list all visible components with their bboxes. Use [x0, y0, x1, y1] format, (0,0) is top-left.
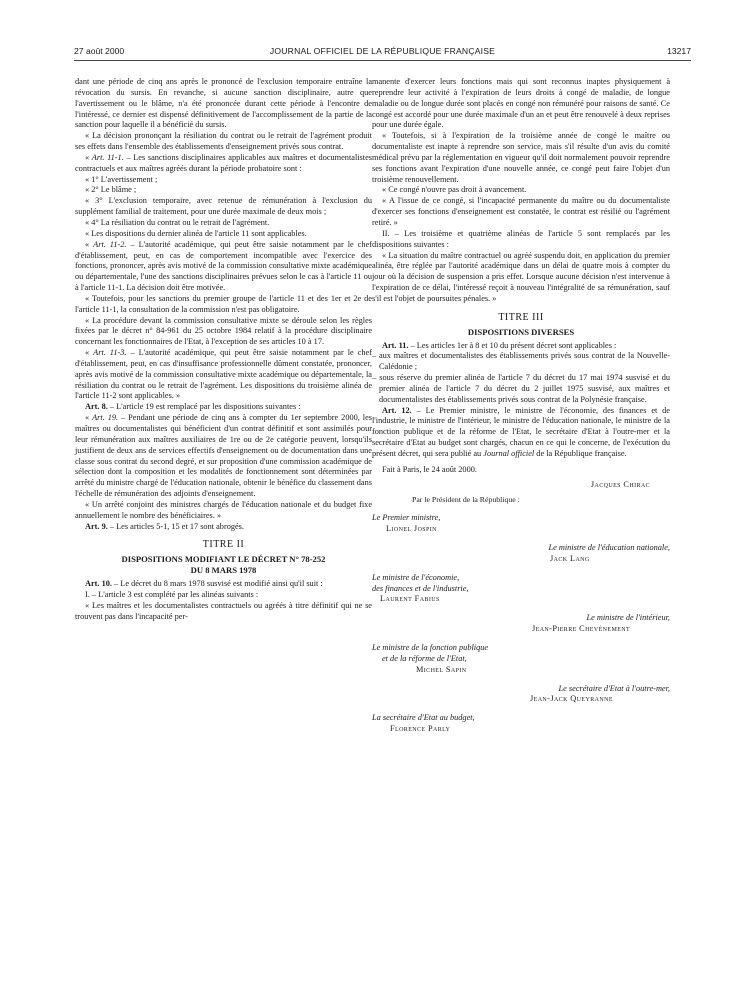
article-paragraph: « Art. 11-3. – L'autorité académique, qui peut être saisie notamment par le chef d'établissement, peut, en cas d'insuffisance professionnelle dûment constatée, prononcer, après avis motivé de la commission consultative mixte académique ou départementale, la résiliation du contrat ou le retrait de l'agrément. Les dispositions du troisième alinéa de l'article 11-2 sont applicables. » [75, 348, 372, 401]
article-ref: Art. 10. [85, 579, 112, 589]
paragraph: « La procédure devant la commission consultative mixte se déroule selon les règles fixées par le décret n° 84-961 du 25 octobre 1984 relatif à la procédure disciplinaire concernant les fonctionnaires de l'Etat, à l'exception de ses articles 10 à 17. [75, 315, 372, 347]
article-paragraph: Art. 10. – Le décret du 8 mars 1978 susvisé est modifié ainsi qu'il suit : [85, 579, 323, 589]
list-item: « 3° L'exclusion temporaire, avec retenue de rémunération à l'exclusion du supplément familial de traitement, pour une durée maximale de deux mois ; [75, 196, 372, 217]
signature-name: Laurent Fabius [380, 594, 440, 604]
signature-title: Le Premier ministre, [372, 513, 441, 523]
paragraph: « A l'issue de ce congé, si l'incapacité permanente du maître ou du documentaliste d'exercer ses fonctions d'enseignement est constatée, le contrat est résilié ou l'agrément retiré. » [372, 196, 670, 227]
paragraph: « Les maîtres et les documentalistes contractuels ou agréés à titre définitif qui ne se trouvent pas dans l'incapacité per- [75, 600, 372, 621]
page-header [74, 44, 691, 61]
list-item: – sous réserve du premier alinéa de l'article 7 du décret du 17 mai 1974 susvisé et du premier alinéa de l'article 7 du décret du 2 juillet 1975 susvisé, aux maîtres et documentalistes des établissements privés sous contrat de la Polynésie française. [372, 373, 670, 404]
article-ref: Art. 12. [382, 405, 412, 415]
signature-title: Le secrétaire d'Etat à l'outre-mer, [558, 683, 670, 693]
place-date: Fait à Paris, le 24 août 2000. [382, 464, 477, 474]
article-ref: Art. 11-2. [93, 239, 127, 249]
paragraph: « Un arrêté conjoint des ministres chargés de l'éducation nationale et du budget fixe annuellement le nombre des bénéficiaires. » [75, 499, 372, 520]
signature-title: et de la réforme de l'Etat, [382, 653, 467, 663]
article-ref: Art. 19. [92, 413, 119, 423]
paragraph: I. – L'article 3 est complété par les alinéas suivants : [85, 590, 259, 600]
article-ref: Art. 11. [382, 340, 409, 350]
signature-name: Jack Lang [550, 553, 590, 563]
signature-name: Jean-Pierre Chevènement [532, 624, 631, 634]
article-paragraph: Art. 8. – L'article 19 est remplacé par les dispositions suivantes : [85, 402, 301, 412]
section-title: TITRE III [498, 311, 544, 323]
signatures [372, 465, 670, 735]
article-ref: Art. 11-1. [91, 152, 124, 162]
article-ref: Art. 11-3. [93, 348, 127, 358]
article-paragraph: Art. 11. – Les articles 1er à 8 et 10 du présent décret sont applicables : [382, 340, 617, 350]
article-ref: Art. 8. [85, 402, 108, 412]
page-number: 13217 [667, 46, 691, 56]
paragraph: « Les dispositions du dernier alinéa de l'article 11 sont applicables. [85, 228, 307, 238]
paragraph: dant une période de cinq ans après le prononcé de l'exclusion temporaire entraîne la révocation du sursis. En revanche, si aucune sanction disciplinaire, autre que l'avertissement ou le blâme, n'a été prononcée durant cette période à l'encontre de l'intéressé, ce dernier est dispensé définitivement de l'accomplissement de la partie de la sanction pour laquelle il a bénéficié du sursis. [75, 77, 372, 130]
list-item: « 1° L'avertissement ; [85, 174, 158, 184]
paragraph: « Ce congé n'ouvre pas droit à avancement. [382, 185, 527, 195]
signature-name: Michel Sapin [416, 664, 467, 674]
signature-title: Le ministre de l'intérieur, [586, 613, 670, 623]
list-item: « 4° La résiliation du contrat ou le retrait de l'agrément. [85, 217, 270, 227]
article-paragraph: « Art. 19. – Pendant une période de cinq ans à compter du 1er septembre 2000, les maîtres ou documentalistes qui bénéficient d'un contrat définitif et sont assimilés pour leur rémunération aux maîtres auxiliaires de 1re ou de 2e catégorie peuvent, lorsqu'ils justifient de deux ans de services effectifs d'enseignement ou de documentation dans une classe sous contrat du second degré, et sur proposition d'une commission académique de sélection dont la composition et les modalités de fonctionnement sont déterminées par arrêté du ministre chargé de l'éducation nationale, obtenir le bénéfice du classement dans l'échelle de rémunération des adjoints d'enseignement. [75, 413, 373, 499]
journal-ref: Journal officiel [483, 449, 535, 458]
signature-president: Jacques Chirac [590, 479, 650, 489]
article-ref: Art. 9. [85, 521, 108, 531]
section-subtitle: DISPOSITIONS MODIFIANT LE DÉCRET N° 78-252 DU 8 MARS 1978 [121, 554, 326, 576]
paragraph: « La décision prononçant la résiliation du contrat ou le retrait de l'agrément produit ses effets dans l'ensemble des établissements d'enseignement privés sous contrat. [75, 131, 372, 152]
right-column [372, 77, 670, 735]
left-column [75, 77, 372, 623]
paragraph: II. – Les troisième et quatrième alinéas de l'article 5 sont remplacés par les dispositions suivantes : [372, 228, 670, 249]
article-paragraph: Art. 12. – Le Premier ministre, le ministre de l'économie, des finances et de l'industrie, le ministre de l'intérieur, le ministre de l'éducation nationale, le ministre de la fonction publique et de la réforme de l'Etat, le secrétaire d'Etat à l'outre-mer et la secrétaire d'Etat au budget sont chargés, chacun en ce qui le concerne, de l'exécution du présent décret, qui sera publié au Journal officiel de la République française. [372, 405, 670, 458]
signature-title: Le ministre de la fonction publique [372, 642, 489, 652]
signature-name: Florence Parly [390, 724, 451, 734]
signature-title: La secrétaire d'Etat au budget, [372, 713, 475, 723]
section-title: TITRE II [202, 539, 245, 551]
paragraph: « Toutefois, si à l'expiration de la troisième année de congé le maître ou documentaliste est inapte à reprendre son service, mais s'il résulte d'un avis du comité médical prévu par la réglementation en vigueur qu'il doit normalement pouvoir reprendre ses fonctions avant l'expiration d'une nouvelle année, ce congé peut faire l'objet d'un troisième renouvellement. [372, 131, 670, 184]
section-subtitle: DISPOSITIONS DIVERSES [467, 326, 575, 337]
article-paragraph: « Art. 11-1. – Les sanctions disciplinaires applicables aux maîtres et documentalistes contractuels et aux maîtres agréés durant la période probatoire sont : [75, 152, 373, 173]
article-paragraph: Art. 9. – Les articles 5-1, 15 et 17 sont abrogés. [85, 521, 244, 531]
paragraph: « Toutefois, pour les sanctions du premier groupe de l'article 11 et des 1er et 2e de l'article 11-1, la consultation de la commission n'est pas obligatoire. [75, 293, 372, 314]
signature-name: Lionel Jospin [386, 524, 437, 534]
signature-title: Le ministre de l'éducation nationale, [548, 543, 670, 553]
header-date: 27 août 2000 [74, 46, 125, 56]
article-paragraph: « Art. 11-2. – L'autorité académique, qui peut être saisie notamment par le chef d'établissement, peut, en cas de comportement incompatible avec l'exercice des fonctions, prononcer, après avis motivé de la commission consultative mixte académique ou départementale, l'une des sanctions disciplinaires prévues selon le cas à l'article 11 ou à l'article 11-1. La décision doit être motivée. [75, 239, 372, 293]
list-item: « 2° Le blâme ; [85, 185, 137, 195]
paragraph: « La situation du maître contractuel ou agréé suspendu doit, en application du premier alinéa, être réglée par l'autorité académique dans un délai de quatre mois à compter du jour où la décision de suspension a pris effet. Lorsque aucune décision n'est intervenue à l'expiration de ce délai, l'intéressé reçoit à nouveau l'intégralité de sa rémunération, sauf s'il est l'objet de poursuites pénales. » [372, 250, 670, 303]
journal-title: JOURNAL OFFICIEL DE LA RÉPUBLIQUE FRANÇAISE [269, 46, 496, 56]
signature-intro: Par le Président de la République : [412, 494, 520, 504]
paragraph: manente d'exercer leurs fonctions mais qui sont reconnus inaptes physiquement à reprendre leur activité à l'expiration de leurs droits à congé de maladie, de longue maladie ou de longue durée sont placés en congé non rémunéré pour raisons de santé. Ce congé est accordé pour une durée maximale d'un an et peut être renouvelé à deux reprises pour une durée égale. [372, 77, 670, 130]
signature-title: des finances et de l'industrie, [372, 583, 469, 593]
signature-name: Jean-Jack Queyranne [530, 694, 613, 704]
signature-title: Le ministre de l'économie, [372, 572, 460, 582]
list-item: – aux maîtres et documentalistes des établissements privés sous contrat de la Nouvelle-Calédonie ; [372, 351, 670, 372]
